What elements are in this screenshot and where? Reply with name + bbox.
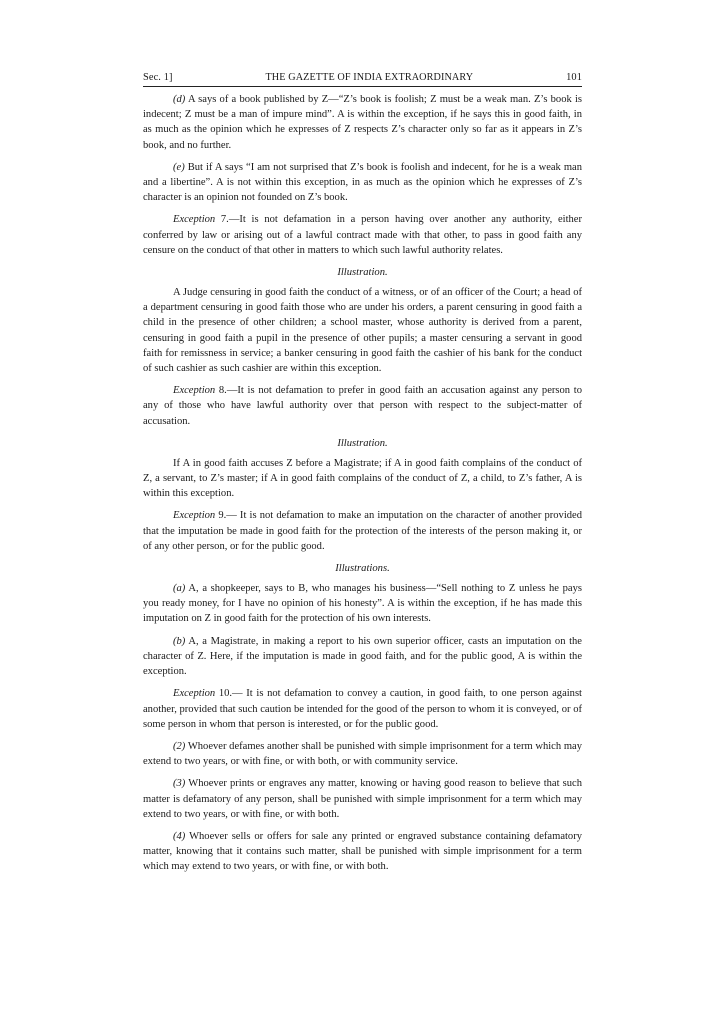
para-lead: (a) (173, 583, 186, 595)
para-lead: Exception (173, 214, 216, 226)
illustration-b (143, 634, 582, 680)
para-lead: Exception (173, 385, 216, 397)
para-text: A says of a book published by Z—“Z’s book is foolish; Z must be a weak man. Z’s book is indecent; Z must be a man of impure mind”. A is within the exception, if he says this in good faith, in as much as the opinion which he expresses of Z respects Z’s character only so far as it appears in Z’s book, and no further. (143, 94, 582, 151)
illustrations-heading: Illustrations. (335, 563, 390, 575)
para-text: Whoever defames another shall be punished with simple imprisonment for a term which may extend to two years, or with fine, or with both, or with community service. (143, 740, 582, 768)
exception-10 (143, 686, 582, 732)
para-lead: (4) (173, 830, 186, 842)
subsection-3 (143, 776, 582, 822)
para-lead: (e) (173, 161, 185, 173)
illustration-e (143, 160, 582, 206)
page-number: 101 (566, 72, 582, 83)
section-label: Sec. 1] (143, 72, 173, 83)
illustration-d (143, 92, 582, 153)
para-text: A, a Magistrate, in making a report to his own superior officer, casts an imputation on the character of Z. Here, if the imputation is made in good faith, and for the public good, A is within the exception. (143, 635, 582, 678)
para-lead: (b) (173, 635, 186, 647)
page-body (143, 92, 582, 875)
para-text: 8.—It is not defamation to prefer in good faith an accusation against any person to any of those who have lawful authority over that person with respect to the subject-matter of accusation. (143, 385, 582, 427)
illustration-magistrate (143, 456, 582, 502)
subsection-4 (143, 829, 582, 875)
page-header (143, 72, 582, 87)
gazette-title: THE GAZETTE OF INDIA EXTRAORDINARY (265, 72, 474, 83)
para-text: 7.—It is not defamation in a person having over another any authority, either conferred by law or arising out of a lawful contract made with that other, to pass in good faith any censure on the conduct of that other in matters to which such lawful authority relates. (143, 214, 582, 256)
para-lead: (d) (173, 94, 186, 105)
para-lead: Exception (173, 510, 216, 522)
para-text: A, a shopkeeper, says to B, who manages his business—“Sell nothing to Z unless he pays you ready money, for I have no opinion of his honesty”. A is within the exception, if he has made this imputation on Z in good faith for the protection of his own interests. (143, 583, 582, 625)
para-text: Whoever prints or engraves any matter, knowing or having good reason to believe that such matter is defamatory of any person, shall be punished with simple imprisonment for a term which may extend to two years, or with fine, or with both. (143, 778, 582, 820)
para-lead: Exception (173, 688, 216, 700)
para-text: But if A says “I am not surprised that Z’s book is foolish and indecent, for he is a weak man and a libertine”. A is not within this exception, in as much as the opinion which he expresses of Z’s character is an opinion not founded on Z’s book. (143, 161, 582, 204)
illustration-judge (143, 285, 582, 376)
exception-9 (143, 508, 582, 554)
exception-8 (143, 383, 582, 429)
para-text: If A in good faith accuses Z before a Magistrate; if A in good faith complains of the conduct of Z, a servant, to Z’s master; if A in good faith complains of the conduct of Z, a child, to Z’s father, A is within this exception. (143, 457, 582, 500)
exception-7 (143, 212, 582, 258)
para-text: Whoever sells or offers for sale any printed or engraved substance containing defamatory matter, knowing that it contains such matter, shall be punished with simple imprisonment for a term which may extend to two years, or with fine, or with both. (143, 830, 582, 873)
para-text: A Judge censuring in good faith the conduct of a witness, or of an officer of the Court; a head of a department censuring in good faith those who are under his orders, a parent censuring in good faith a child in the presence of other children; a school master, whose authority is derived from a parent, censuring in good faith a pupil in the presence of other pupils; a master censuring a servant in good faith for remissness in service; a banker censuring in good faith the cashier of his bank for the conduct of such cashier as such cashier are within this exception. (143, 287, 582, 375)
subsection-2 (143, 739, 582, 769)
para-lead: (3) (173, 778, 186, 790)
para-text: 9.— It is not defamation to make an imputation on the character of another provided that the imputation be made in good faith for the protection of the interests of the person making it, or of any other person, or for the public good. (143, 510, 582, 552)
para-lead: (2) (173, 740, 186, 752)
illustration-heading: Illustration. (337, 437, 388, 449)
illustration-heading: Illustration. (337, 267, 388, 279)
illustration-a (143, 581, 582, 627)
para-text: 10.— It is not defamation to convey a caution, in good faith, to one person against another, provided that such caution be intended for the good of the person to whom it is conveyed, or of some person in whom that person is interested, or for the public good. (143, 688, 582, 730)
